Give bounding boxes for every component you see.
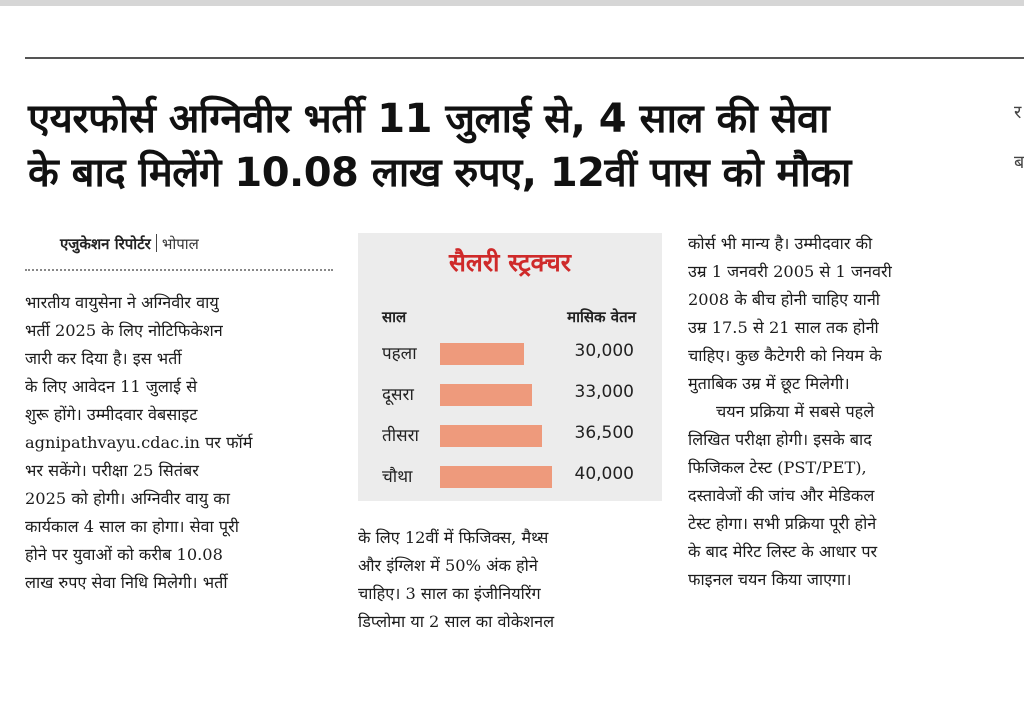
column-line: agnipathvayu.cdac.in पर फॉर्म [25,433,253,452]
column-line: चाहिए। 3 साल का इंजीनियरिंग [358,584,541,603]
salary-bar [440,384,532,406]
column-line: उम्र 1 जनवरी 2005 से 1 जनवरी [688,262,892,281]
headline [28,92,988,200]
column-line: मुताबिक उम्र में छूट मिलेगी। [688,374,850,393]
salary-value-label: 36,500 [574,423,634,443]
column-line: डिप्लोमा या 2 साल का वोकेशनल [358,612,555,631]
next-column-edge-fragment: र [1014,102,1022,123]
salary-row-label: पहला [382,344,417,364]
salary-value-label: 30,000 [574,341,634,361]
byline-dotted-rule [25,269,333,271]
header-rule [25,57,1024,59]
column-line: भर्ती 2025 के लिए नोटिफिकेशन [25,321,223,340]
column-line: लाख रुपए सेवा निधि मिलेगी। भर्ती [25,573,228,592]
salary-column-header: मासिक वेतन [567,308,636,326]
column-line: फाइनल चयन किया जाएगा। [688,570,852,589]
salary-value-label: 40,000 [574,464,634,484]
salary-box-title: सैलरी स्ट्रक्चर [448,248,572,277]
column-line: कोर्स भी मान्य है। उम्मीदवार की [688,234,873,253]
salary-bar [440,466,552,488]
byline [60,234,199,254]
column-line: 2025 को होगी। अग्निवीर वायु का [25,489,230,508]
year-column-header: साल [382,308,407,326]
column-line: टेस्ट होगा। सभी प्रक्रिया पूरी होने [688,514,877,533]
salary-bar [440,425,542,447]
column-line: कार्यकाल 4 साल का होगा। सेवा पूरी [25,517,239,536]
column-line: जारी कर दिया है। इस भर्ती [25,349,182,368]
column-line: लिखित परीक्षा होगी। इसके बाद [688,430,872,449]
salary-value-label: 33,000 [574,382,634,402]
salary-row-label: दूसरा [382,385,414,405]
column-line: फिजिकल टेस्ट (PST/PET), [688,458,867,477]
column-line: चाहिए। कुछ कैटेगरी को नियम के [688,346,882,365]
column-line: होने पर युवाओं को करीब 10.08 [25,545,223,564]
article-column-1 [25,289,333,597]
next-column-edge-fragment: ब [1014,152,1024,173]
salary-bar [440,343,524,365]
top-band [0,0,1024,6]
article-column-2 [358,524,662,636]
column-line: उम्र 17.5 से 21 साल तक होनी [688,318,879,337]
byline-divider [156,234,157,252]
column-line: के लिए आवेदन 11 जुलाई से [25,377,198,396]
column-line: के लिए 12वीं में फिजिक्स, मैथ्स [358,528,549,547]
column-line: चयन प्रक्रिया में सबसे पहले [716,402,875,421]
column-line: 2008 के बीच होनी चाहिए यानी [688,290,881,309]
column-line: और इंग्लिश में 50% अंक होने [358,556,538,575]
reporter-name: एजुकेशन रिपोर्टर [60,235,151,253]
column-line: दस्तावेजों की जांच और मेडिकल [688,486,875,505]
salary-structure-box [358,233,662,501]
column-line: भारतीय वायुसेना ने अग्निवीर वायु [25,293,219,312]
article-column-3 [688,230,994,594]
column-line: के बाद मेरिट लिस्ट के आधार पर [688,542,878,561]
salary-row-label: चौथा [382,467,413,487]
salary-row-label: तीसरा [382,426,419,446]
headline-line-2: के बाद मिलेंगे 10.08 लाख रुपए, 12वीं पास को मौका [28,150,851,196]
column-line: शुरू होंगे। उम्मीदवार वेबसाइट [25,405,198,424]
column-line: भर सकेंगे। परीक्षा 25 सितंबर [25,461,199,480]
byline-city: भोपाल [161,235,199,253]
headline-line-1: एयरफोर्स अग्निवीर भर्ती 11 जुलाई से, 4 साल की सेवा [28,96,830,142]
